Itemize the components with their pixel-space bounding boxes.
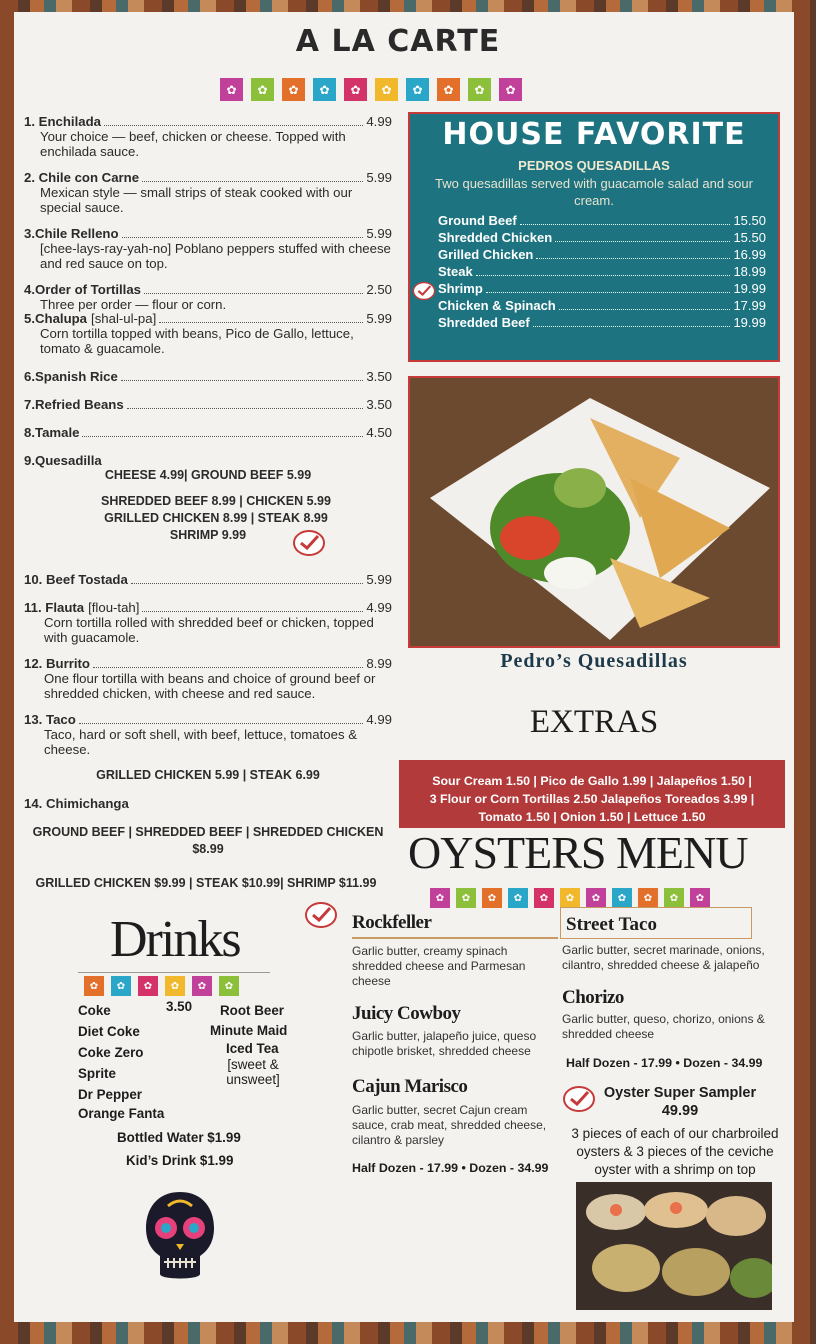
iced-tea-note: [sweet & unsweet] [226,1057,280,1087]
extras-line: Sour Cream 1.50 | Pico de Gallo 1.99 | Jalapeños 1.50 | [432,774,752,788]
item-name: Shrimp [438,281,483,296]
taco-options: GRILLED CHICKEN 5.99 | STEAK 6.99 [96,768,320,782]
sampler-title [596,1084,764,1120]
drink-item: Sprite [78,1066,116,1081]
list-item [438,212,766,229]
flag-icon: ✿ [690,888,710,908]
item-name: Ground Beef [438,213,517,228]
sampler-price: 49.99 [661,1103,699,1119]
chimichanga-price: $8.99 [192,842,224,856]
papel-picado-banner [84,976,239,996]
item-price: 4.99 [366,600,392,615]
flag-icon: ✿ [612,888,632,908]
item-price: 4.50 [366,425,392,440]
extras-box [399,760,785,828]
item-name: 6.Spanish Rice [24,369,118,384]
item-desc: Mexican style — small strips of steak cooked with our special sauce. [40,185,353,215]
house-favorite-title: HOUSE FAVORITE [442,117,746,152]
flag-icon: ✿ [468,78,491,101]
quesadilla-options: CHEESE 4.99| GROUND BEEF 5.99 [104,468,312,482]
item-desc: Corn tortilla rolled with shredded beef or chicken, topped with guacamole. [44,615,374,645]
sampler-desc: 3 pieces of each of our charbroiled oysters & 3 pieces of the ceviche oyster with a shrimp on top [571,1126,779,1177]
sugar-skull-icon [142,1188,218,1284]
flag-icon: ✿ [638,888,658,908]
oyster-desc: Garlic butter, secret Cajun cream sauce, crab meat, shredded cheese, cilantro & parsley [352,1103,547,1147]
house-special-badge-icon [292,528,326,558]
drink-item: Minute Maid [210,1023,288,1038]
item-name: 8.Tamale [24,425,80,440]
house-favorite-subtitle: PEDROS QUESADILLAS [518,158,670,173]
flag-icon: ✿ [430,888,450,908]
oyster-name: Cajun Marisco [352,1076,468,1097]
item-name: 10. Beef Tostada [24,572,128,587]
drink-item: Iced Tea [226,1041,279,1056]
item-name: 13. Taco [24,712,76,727]
flag-icon: ✿ [406,78,429,101]
flag-icon: ✿ [313,78,336,101]
drinks-price: 3.50 [166,999,193,1014]
item-name: 4.Order of Tortillas [24,282,141,297]
oysters-title: OYSTERS MENU [408,827,748,878]
flag-icon: ✿ [586,888,606,908]
quesadilla-options: GRILLED CHICKEN 8.99 | STEAK 8.99 [104,511,328,525]
house-favorite-list [438,212,766,331]
flag-icon: ✿ [664,888,684,908]
oyster-price: Half Dozen - 17.99 • Dozen - 34.99 [566,1056,763,1070]
photo-caption: Pedro’s Quesadillas [500,650,688,672]
drink-item: Orange Fanta [78,1106,165,1121]
oyster-name: Rockfeller [352,912,432,933]
oysters-photo [576,1182,772,1310]
item-name: 1. Enchilada [24,114,101,129]
item-price: 19.99 [733,315,766,330]
flag-icon: ✿ [437,78,460,101]
flag-icon: ✿ [560,888,580,908]
item-price: 5.99 [366,170,392,185]
item-price: 4.99 [366,712,392,727]
flag-icon: ✿ [138,976,158,996]
list-item [438,263,766,280]
menu-item [24,572,392,587]
item-price: 3.50 [366,369,392,384]
menu-item [24,170,392,215]
item-desc: Corn tortilla topped with beans, Pico de Gallo, lettuce, tomato & guacamole. [40,326,354,356]
drink-item: Coke [78,1003,111,1018]
item-desc: Your choice — beef, chicken or cheese. Topped with enchilada sauce. [40,129,346,159]
kids-drink: Kid’s Drink $1.99 [126,1153,234,1168]
oyster-name: Juicy Cowboy [352,1003,461,1024]
list-item [438,297,766,314]
item-price: 5.99 [366,311,392,326]
item-name: Shredded Chicken [438,230,553,245]
item-name: Grilled Chicken [438,247,534,262]
flag-icon: ✿ [534,888,554,908]
house-favorite-desc: Two quesadillas served with guacamole salad and sour cream. [435,176,753,208]
menu-item [24,226,392,271]
item-price: 19.99 [733,281,766,296]
item-name: Steak [438,264,473,279]
list-item [438,229,766,246]
menu-item [24,712,392,757]
item-price: 15.50 [733,213,766,228]
flag-icon: ✿ [84,976,104,996]
extras-line: 3 Flour or Corn Tortillas 2.50 Jalapeños Toreados 3.99 | [429,792,755,806]
item-name: 9.Quesadilla [24,453,102,468]
chimichanga-options: GROUND BEEF | SHREDDED BEEF | SHREDDED CHICKEN [32,825,384,839]
item-name: 5.Chalupa [24,311,88,326]
oyster-name: Street Taco [566,914,657,935]
extras-title: EXTRAS [529,704,659,740]
item-price: 16.99 [733,247,766,262]
flag-icon: ✿ [456,888,476,908]
bottled-water: Bottled Water $1.99 [117,1130,241,1145]
flag-icon: ✿ [375,78,398,101]
flag-icon: ✿ [111,976,131,996]
extras-line: Tomato 1.50 | Onion 1.50 | Lettuce 1.50 [478,810,706,824]
item-name: Chicken & Spinach [438,298,556,313]
house-special-badge-icon [412,280,436,302]
flag-icon: ✿ [220,78,243,101]
item-name: 14. Chimichanga [24,796,129,811]
oyster-desc: Garlic butter, creamy spinach shredded cheese and Parmesan cheese [352,944,526,988]
flag-icon: ✿ [482,888,502,908]
item-pronunciation: [flou-tah] [88,600,140,615]
oyster-name: Chorizo [562,987,624,1008]
oyster-desc: Garlic butter, secret marinade, onions, cilantro, shredded cheese & jalapeño [562,943,765,972]
house-favorite-panel [408,112,780,362]
menu-item [24,311,392,356]
item-price: 5.99 [366,226,392,241]
item-pronunciation: [shal-ul-pa] [91,311,157,326]
sampler-name: Oyster Super Sampler [603,1085,757,1101]
menu-item [24,656,392,701]
item-price: 3.50 [366,397,392,412]
drink-item: Dr Pepper [78,1087,142,1102]
quesadilla-options: SHREDDED BEEF 8.99 | CHICKEN 5.99 [101,494,331,508]
item-name: 3.Chile Relleno [24,226,119,241]
house-special-badge-icon [562,1084,596,1114]
papel-picado-banner [430,888,710,908]
item-desc: [chee-lays-ray-yah-no] Poblano peppers stuffed with cheese and red sauce on top. [40,241,391,271]
list-item [438,280,766,297]
menu-item [24,796,392,811]
item-name: 12. Burrito [24,656,90,671]
drinks-divider [78,972,270,973]
item-price: 17.99 [733,298,766,313]
drink-item: Diet Coke [78,1024,140,1039]
drink-item: Coke Zero [78,1045,144,1060]
item-price: 2.50 [366,282,392,297]
item-price: 18.99 [733,264,766,279]
item-name: 11. Flauta [24,600,85,615]
menu-item [24,453,392,468]
quesadillas-photo [408,376,780,648]
flag-icon: ✿ [344,78,367,101]
item-desc: Taco, hard or soft shell, with beef, lettuce, tomatoes & cheese. [44,727,357,757]
menu-item [24,425,392,440]
a-la-carte-title: A LA CARTE [295,24,501,59]
flag-icon: ✿ [508,888,528,908]
menu-item [24,369,392,384]
menu-item [24,397,392,412]
flag-icon: ✿ [499,78,522,101]
oyster-desc: Garlic butter, jalapeño juice, queso chipotle brisket, shredded cheese [352,1029,537,1058]
menu-item [24,600,392,645]
flag-icon: ✿ [251,78,274,101]
papel-picado-banner [220,78,522,101]
item-desc: Three per order — flour or corn. [40,297,227,312]
flag-icon: ✿ [219,976,239,996]
oyster-desc: Garlic butter, queso, chorizo, onions & shredded cheese [562,1012,765,1041]
item-desc: One flour tortilla with beans and choice of ground beef or shredded chicken, with cheese and red sauce. [44,671,376,701]
list-item [438,314,766,331]
flag-icon: ✿ [192,976,212,996]
item-price: 8.99 [366,656,392,671]
chimichanga-options: GRILLED CHICKEN $9.99 | STEAK $10.99| SHRIMP $11.99 [35,876,377,890]
oyster-price: Half Dozen - 17.99 • Dozen - 34.99 [352,1161,549,1175]
drinks-title: Drinks [110,911,240,968]
drink-item: Root Beer [220,1003,284,1018]
flag-icon: ✿ [165,976,185,996]
item-price: 4.99 [366,114,392,129]
item-price: 5.99 [366,572,392,587]
list-item [438,246,766,263]
menu-item [24,282,392,312]
quesadilla-options: SHRIMP 9.99 [169,528,247,542]
house-special-badge-icon [304,900,338,930]
item-name: 7.Refried Beans [24,397,124,412]
item-name: 2. Chile con Carne [24,170,140,185]
flag-icon: ✿ [282,78,305,101]
item-price: 15.50 [733,230,766,245]
item-name: Shredded Beef [438,315,530,330]
rockfeller-underline [352,937,558,939]
menu-item [24,114,392,159]
